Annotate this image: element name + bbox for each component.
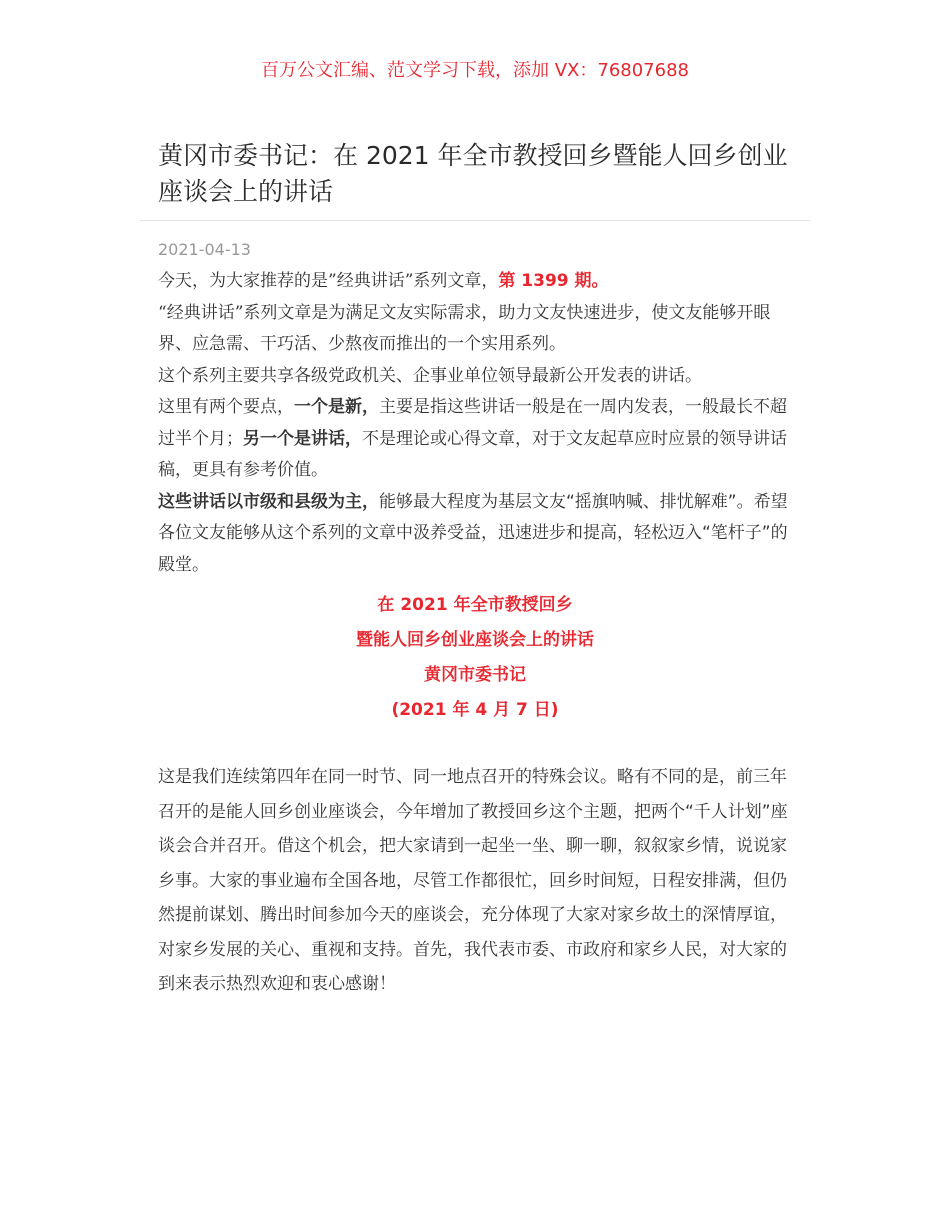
intro-paragraph-2 [158,298,794,361]
intro-paragraph-3: 这个系列主要共享各级党政机关、企事业单位领导最新公开发表的讲话。 [158,365,702,386]
intro-paragraph-4 [158,392,794,487]
key-point-1: 一个是新， [294,397,379,417]
speaker: 黄冈市委书记 [424,665,526,685]
speech-heading [0,588,950,728]
publish-date: 2021-04-13 [158,240,251,259]
intro-section [158,266,794,581]
series-name: ”经典讲话” [328,271,414,291]
intro-paragraph-5 [158,487,794,582]
intro-text: 今天，为大家推荐的是 [158,271,328,291]
speech-title-line-1: 在 2021 年全市教授回乡 [377,595,573,615]
speech-title-line-2: 暨能人回乡创业座谈会上的讲话 [356,630,594,650]
promo-banner: 百万公文汇编、范文学习下载，添加 VX：76807688 [261,60,689,81]
series-name: “经典讲话” [158,302,244,323]
key-point-3: 这些讲话以市级和县级为主， [158,491,379,512]
intro-text: 能够最大程度为基层文友“摇旗呐喊、排忧解难”。希望各位文友能够从这个系列的文章中汲养受益，迅速进步和提高，轻松迈入“笔杆子”的殿堂。 [158,491,788,575]
intro-text: 不是理论或心得文章，对于文友起草应时应景的领导讲话稿，更具有参考价值。 [158,428,787,480]
article-title: 黄冈市委书记：在 2021 年全市教授回乡暨能人回乡创业座谈会上的讲话 [158,141,788,206]
intro-text: 主要是指这些讲话一般是在一周内发表，一般最长不超过半个月； [158,397,787,449]
issue-number: 第 1399 期。 [498,271,609,291]
title-divider [140,220,810,221]
intro-text: 系列文章， [413,271,499,291]
speech-body-paragraph: 这是我们连续第四年在同一时节、同一地点召开的特殊会议。略有不同的是，前三年召开的是能人回乡创业座谈会，今年增加了教授回乡这个主题，把两个“千人计划”座谈会合并召开。借这个机会，把大家请到一起坐一坐、聊一聊，叙叙家乡情，说说家乡事。大家的事业遍布全国各地，尽管工作都很忙，回乡时间短，日程安排满，但仍然提前谋划、腾出时间参加今天的座谈会，充分体现了大家对家乡故土的深情厚谊，对家乡发展的关心、重视和支持。首先，我代表市委、市政府和家乡人民，对大家的到来表示热烈欢迎和衷心感谢！ [158,767,788,994]
intro-paragraph-1 [158,266,794,298]
speech-date: (2021 年 4 月 7 日) [391,700,559,720]
intro-text: 这里有两个要点， [158,397,294,417]
intro-text: 系列文章是为满足文友实际需求，助力文友快速进步，使文友能够开眼界、应急需、干巧活、少熬夜而推出的一个实用系列。 [158,302,771,354]
key-point-2: 另一个是讲话， [243,428,362,449]
